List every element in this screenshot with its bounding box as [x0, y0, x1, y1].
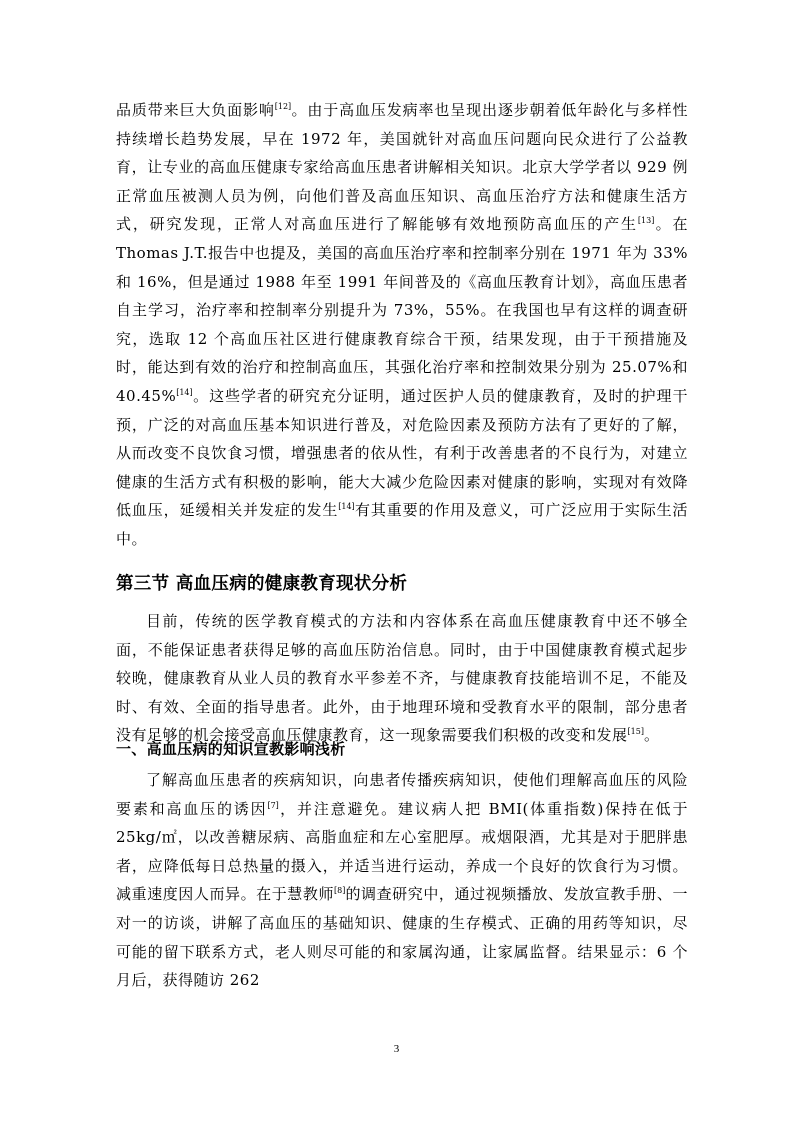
paragraph-knowledge-education — [116, 766, 688, 995]
citation-ref: [13] — [637, 216, 655, 226]
paragraph-text: 品质带来巨大负面影响 — [116, 101, 275, 119]
citation-ref: [14] — [338, 502, 355, 512]
citation-ref: [14] — [176, 387, 193, 397]
paragraph-text: 。这些学者的研究充分证明，通过医护人员的健康教育，及时的护理干预，广泛的对高血压基本知识进行普及，对危险因素及预防方法有了更好的了解，从而改变不良饮食习惯，增强患者的依从性，有利于改善患者的不良行为，对建立健康的生活方式有积极的影响，能大大减少危险因素对健康的影响，实现对有效降低血压，延缓相关并发症的发生 — [116, 386, 688, 520]
paragraph-text: 。在 Thomas J.T.报告中也提及，美国的高血压治疗率和控制率分别在 1971 年为 33%和 16%，但是通过 1988 年至 1991 年间普及的《高血压教育计划》，高血压患者自主学习，治疗率和控制率分别提升为 73%，55%。在我国也早有这样的调查研究，选取 12 个高血压社区进行健康教育综合干预，结果发现，由于干预措施及时，能达到有效的治疗和控制高血压，其强化治疗率和控制效果分别为 25.07%和 40.45% — [116, 215, 688, 405]
citation-ref: [15] — [627, 727, 644, 737]
paragraph-text: 了解高血压患者的疾病知识，向患者传播疾病知识，使他们理解高血压的风险要素和高血压的诱因 — [116, 771, 688, 818]
body-paragraph — [116, 766, 688, 995]
body-paragraph — [116, 607, 688, 750]
paragraph-current-status — [116, 607, 688, 750]
citation-ref: [12] — [274, 102, 292, 111]
paragraph-text: ，并注意避免。建议病人把 BMI(体重指数)保持在低于 25kg/㎡，以改善糖尿病、高脂血症和左心室肥厚。戒烟限酒，尤其是对于肥胖患者，应降低每日总热量的摄入，并适当进行运动，养成一个良好的饮食行为习惯。减重速度因人而异。在于慧教师 — [116, 799, 688, 904]
paragraph-text: 有其重要的作用及意义，可广泛应用于实际生活中。 — [116, 501, 688, 548]
subsection-heading-block — [116, 732, 688, 766]
paragraph-text: 。由于高血压发病率也呈现出逐步朝着低年龄化与多样性持续增长趋势发展，早在 1972 年，美国就针对高血压问题向民众进行了公益教育，让专业的高血压健康专家给高血压患者讲解相关知识。北京大学学者以 929 例正常血压被测人员为例，向他们普及高血压知识、高血压治疗方法和健康生活方式，研究发现，正常人对高血压进行了解能够有效地预防高血压的产生 — [116, 101, 688, 234]
section-heading-block — [116, 565, 688, 603]
paragraph-text: 的调查研究中，通过视频播放、发放宣教手册、一对一的访谈，讲解了高血压的基础知识、健康的生存模式、正确的用药等知识，尽可能的留下联系方式，老人则尽可能的和家属沟通，让家属监督。结果显示：6 个月后，获得随访 262 — [116, 885, 688, 990]
section-heading: 第三节 高血压病的健康教育现状分析 — [116, 574, 408, 594]
citation-ref: [8] — [334, 886, 346, 896]
subsection-heading: 一、高血压病的知识宣教影响浅析 — [116, 740, 346, 758]
citation-ref: [7] — [267, 800, 279, 810]
body-paragraph — [116, 96, 688, 554]
paragraph-text: 。 — [643, 726, 660, 745]
page-number: 3 — [393, 1043, 400, 1055]
paragraph-text: 目前，传统的医学教育模式的方法和内容体系在高血压健康教育中还不够全面，不能保证患者获得足够的高血压防治信息。同时，由于中国健康教育模式起步较晚，健康教育从业人员的教育水平参差不齐，与健康教育技能培训不足，不能及时、有效、全面的指导患者。此外，由于地理环境和受教育水平的限制，部分患者没有足够的机会接受高血压健康教育，这一现象需要我们积极的改变和发展 — [116, 612, 688, 745]
paragraph-intro-evidence — [116, 96, 688, 554]
